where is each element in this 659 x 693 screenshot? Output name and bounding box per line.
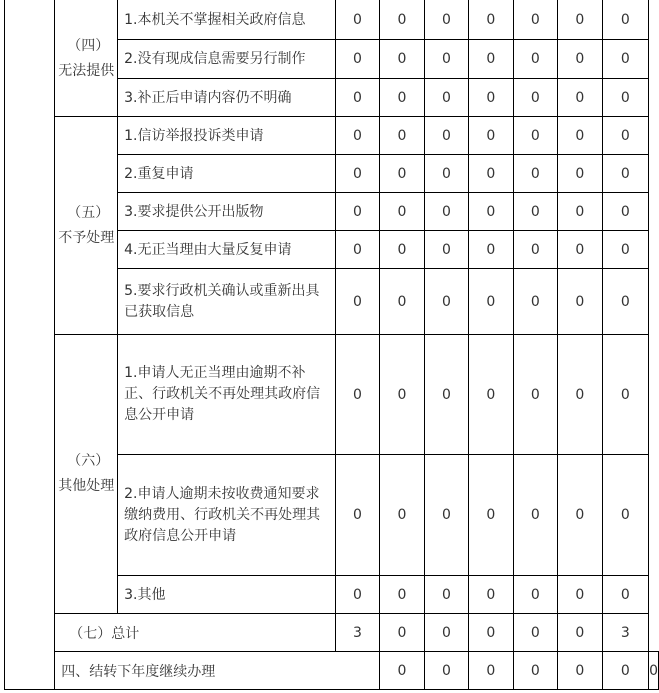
cell-value: 0 [424, 614, 468, 652]
cell-value: 0 [513, 652, 557, 690]
cell-value: 0 [335, 231, 379, 269]
cell-value: 0 [513, 1, 557, 40]
cell-value: 0 [335, 455, 379, 576]
cell-value: 0 [513, 40, 557, 79]
statistics-table [4, 0, 659, 690]
cell-value: 0 [469, 155, 513, 193]
cell-value: 0 [380, 117, 424, 155]
cell-value: 0 [380, 576, 424, 614]
cell-value: 0 [513, 117, 557, 155]
cell-value: 0 [602, 231, 649, 269]
cell-value: 0 [602, 117, 649, 155]
cell-value: 0 [513, 614, 557, 652]
cell-value: 0 [380, 614, 424, 652]
row-label: 4.无正当理由大量反复申请 [118, 231, 336, 269]
group-label-4 [55, 1, 118, 117]
row-label: 3.其他 [118, 576, 336, 614]
row-label: 1.本机关不掌握相关政府信息 [118, 1, 336, 40]
cell-value: 0 [335, 193, 379, 231]
cell-value: 0 [469, 455, 513, 576]
cell-value: 0 [380, 652, 424, 690]
cell-value: 0 [558, 231, 602, 269]
cell-value: 0 [513, 455, 557, 576]
cell-value: 0 [469, 193, 513, 231]
group-title-number: （五） [67, 204, 110, 221]
left-indent-cell [5, 1, 55, 690]
cell-value: 0 [513, 193, 557, 231]
cell-value: 0 [424, 231, 468, 269]
cell-value: 0 [602, 269, 649, 335]
cell-value: 0 [380, 79, 424, 117]
cell-value: 0 [602, 652, 649, 690]
table-row [5, 1, 659, 40]
cell-value: 0 [424, 1, 468, 40]
row-label: 5.要求行政机关确认或重新出具已获取信息 [118, 269, 336, 335]
cell-value: 3 [335, 614, 379, 652]
cell-value: 0 [513, 576, 557, 614]
row-label: 2.重复申请 [118, 155, 336, 193]
row-label: 2.申请人逾期未按收费通知要求缴纳费用、行政机关不再处理其政府信息公开申请 [118, 455, 336, 576]
total-row [5, 614, 659, 652]
cell-value: 0 [335, 40, 379, 79]
cell-value: 0 [424, 269, 468, 335]
cell-value: 0 [380, 455, 424, 576]
cell-value: 0 [335, 576, 379, 614]
cell-value: 0 [558, 117, 602, 155]
cell-value: 0 [558, 79, 602, 117]
cell-value: 0 [558, 193, 602, 231]
cell-value: 0 [469, 652, 513, 690]
row-label: 1.信访举报投诉类申请 [118, 117, 336, 155]
cell-value: 0 [602, 455, 649, 576]
group-title-text: 不予处理 [58, 229, 115, 246]
row-label: 3.补正后申请内容仍不明确 [118, 79, 336, 117]
carryover-row [5, 652, 659, 690]
table-row [5, 117, 659, 155]
cell-value: 0 [513, 155, 557, 193]
cell-value: 0 [335, 79, 379, 117]
cell-value: 0 [558, 576, 602, 614]
cell-value: 0 [558, 40, 602, 79]
cell-value: 0 [424, 155, 468, 193]
cell-value: 0 [380, 155, 424, 193]
cell-value: 0 [513, 269, 557, 335]
cell-value: 0 [424, 193, 468, 231]
cell-value: 0 [380, 40, 424, 79]
cell-value: 0 [380, 1, 424, 40]
cell-value: 0 [469, 614, 513, 652]
row-label: 2.没有现成信息需要另行制作 [118, 40, 336, 79]
cell-value: 0 [558, 1, 602, 40]
cell-value: 0 [335, 335, 379, 455]
cell-value: 0 [602, 576, 649, 614]
cell-value: 0 [558, 269, 602, 335]
cell-value: 0 [469, 269, 513, 335]
cell-value: 0 [424, 117, 468, 155]
cell-value: 0 [335, 1, 379, 40]
cell-value: 0 [380, 193, 424, 231]
cell-value: 0 [513, 335, 557, 455]
cell-value: 0 [335, 117, 379, 155]
group-title-text: 无法提供 [58, 62, 115, 79]
cell-value: 0 [602, 1, 649, 40]
cell-value: 0 [335, 155, 379, 193]
table-row [5, 335, 659, 455]
row-label: 3.要求提供公开出版物 [118, 193, 336, 231]
cell-value: 0 [558, 155, 602, 193]
group-label-6 [55, 335, 118, 614]
cell-value: 0 [649, 652, 659, 690]
group-label-5 [55, 117, 118, 335]
cell-value: 0 [602, 193, 649, 231]
cell-value: 0 [469, 335, 513, 455]
cell-value: 0 [558, 455, 602, 576]
cell-value: 0 [469, 79, 513, 117]
cell-value: 0 [424, 335, 468, 455]
cell-value: 0 [380, 269, 424, 335]
cell-value: 0 [513, 231, 557, 269]
cell-value: 0 [558, 335, 602, 455]
cell-value: 0 [558, 652, 602, 690]
cell-value: 0 [469, 576, 513, 614]
row-label: 1.申请人无正当理由逾期不补正、行政机关不再处理其政府信息公开申请 [118, 335, 336, 455]
group-title-number: （六） [67, 453, 110, 469]
cell-value: 0 [380, 231, 424, 269]
group-title-number: （四） [67, 37, 110, 54]
cell-value: 0 [424, 455, 468, 576]
cell-value: 0 [513, 79, 557, 117]
group-title-text: 其他处理 [58, 478, 115, 494]
total-label: （七）总计 [55, 614, 335, 652]
cell-value: 0 [602, 79, 649, 117]
cell-value: 0 [602, 155, 649, 193]
carryover-label: 四、结转下年度继续办理 [55, 652, 380, 690]
cell-value: 0 [469, 231, 513, 269]
cell-value: 0 [335, 269, 379, 335]
cell-value: 0 [602, 335, 649, 455]
cell-value: 3 [602, 614, 649, 652]
cell-value: 0 [602, 40, 649, 79]
cell-value: 0 [558, 614, 602, 652]
cell-value: 0 [469, 1, 513, 40]
cell-value: 0 [424, 576, 468, 614]
cell-value: 0 [424, 79, 468, 117]
cell-value: 0 [469, 40, 513, 79]
cell-value: 0 [380, 335, 424, 455]
cell-value: 0 [424, 652, 468, 690]
cell-value: 0 [469, 117, 513, 155]
cell-value: 0 [424, 40, 468, 79]
